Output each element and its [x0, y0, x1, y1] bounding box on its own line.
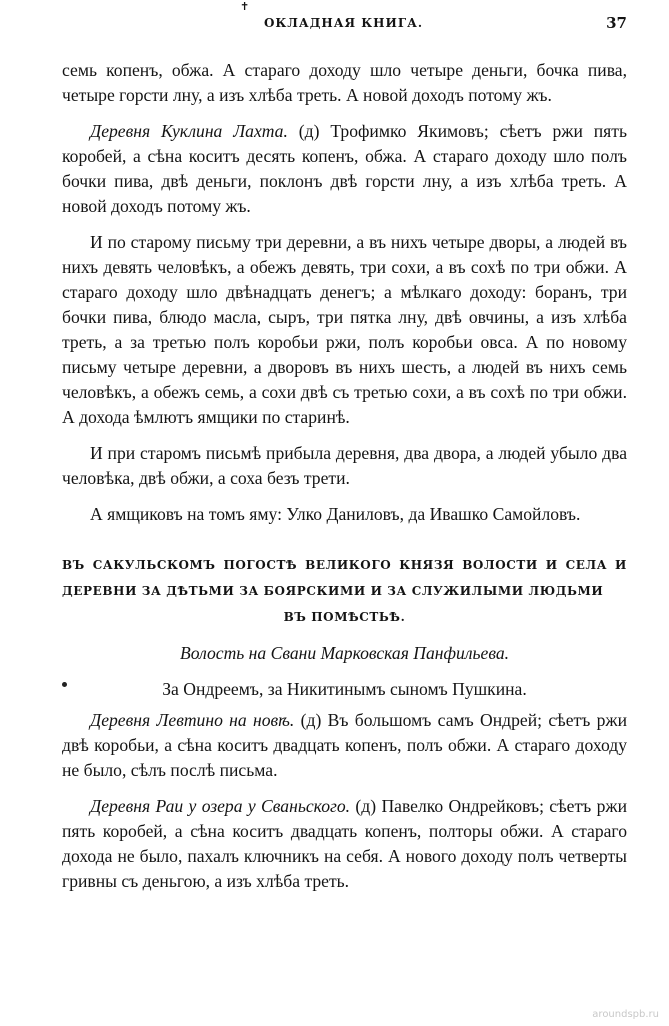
- paragraph-text: (д) Въ большомъ самъ Ондрей; сѣетъ ржи двѣ коробьи, а сѣна коситъ двадцать копенъ, полъ обжи. А стараго доходу не было, сѣлъ послѣ письма.: [62, 710, 627, 780]
- running-title: ОКЛАДНАЯ КНИГА.: [263, 16, 424, 30]
- section-heading-end: ВЪ ПОМѢСТЬѢ.: [283, 610, 406, 624]
- paragraph-6: [62, 708, 627, 783]
- place-name: Деревня Куклина Лахта.: [90, 121, 288, 141]
- place-name: Деревня Левтино на новѣ.: [90, 710, 295, 730]
- paragraph-4: И при старомъ письмѣ прибыла деревня, два двора, а людей убыло два человѣка, двѣ обжи, а соха безъ трети.: [62, 443, 627, 488]
- margin-dot: [62, 682, 67, 687]
- paragraph-2: [62, 119, 627, 219]
- header-ornament: ✝: [240, 0, 250, 13]
- volost-heading: Волость на Свани Марковская Панфильева.: [179, 643, 510, 663]
- section-heading: ВЪ САКУЛЬСКОМЪ ПОГОСТѢ ВЕЛИКОГО КНЯЗЯ ВОЛОСТИ И СЕЛА И ДЕРЕВНИ ЗА ДѢТЬМИ ЗА БОЯРСКИМИ И ЗА СЛУЖИЛЫМИ ЛЮДЬМИ: [62, 558, 627, 598]
- paragraph-1: семь копенъ, обжа. А стараго доходу шло четыре деньги, бочка пива, четыре горсти лну, а изъ хлѣба треть. А новой доходъ потому жъ.: [62, 60, 627, 105]
- page-body: [62, 58, 627, 894]
- paragraph-5: А ямщиковъ на томъ яму: Улко Даниловъ, да Ивашко Самойловъ.: [90, 504, 581, 524]
- page-header: [60, 0, 627, 40]
- watermark: aroundspb.ru: [592, 1009, 659, 1020]
- paragraph-3: И по старому письму три деревни, а въ нихъ четыре дворы, а людей въ нихъ девять человѣкъ, а обежъ девять, три сохи, а въ сохѣ по три обжи. А стараго доходу шло двѣнадцать денегъ; а мѣлкаго доходу: боранъ, три бочки пива, блюдо масла, сыръ, три пятка лну, двѣ овчины, а изъ хлѣба треть, а за третью полъ коробьи ржи, полъ коробьи овса. А по новому письму четыре деревни, а дворовъ въ нихъ шесть, а людей въ нихъ семь человѣкъ, а обежъ семь, а сохи двѣ съ третью сохи, а въ сохѣ по три обжи. А дохода ѣмлютъ ямщики по старинѣ.: [62, 232, 627, 427]
- page-number: 37: [606, 14, 627, 32]
- place-name: Деревня Раи у озера у Сваньского.: [90, 796, 351, 816]
- owner-heading: За Ондреемъ, за Никитинымъ сыномъ Пушкина.: [162, 679, 527, 699]
- paragraph-7: [62, 794, 627, 894]
- paragraph-text: (д) Павелко Ондрейковъ; сѣетъ ржи пять коробей, а сѣна коситъ двадцать копенъ, полторы обжи. А стараго дохода не было, пахалъ ключникъ на себя. А нового доходу полъ четверты гривны съ деньгою, а изъ хлѣба треть.: [62, 796, 627, 891]
- paragraph-text: (д) Трофимко Якимовъ; сѣетъ ржи пять коробей, а сѣна коситъ десять копенъ, обжа. А стараго доходу шло полъ бочки пива, двѣ деньги, поклонъ двѣ горсти лну, а изъ хлѣба треть. А новой доходъ потому жъ.: [62, 121, 627, 216]
